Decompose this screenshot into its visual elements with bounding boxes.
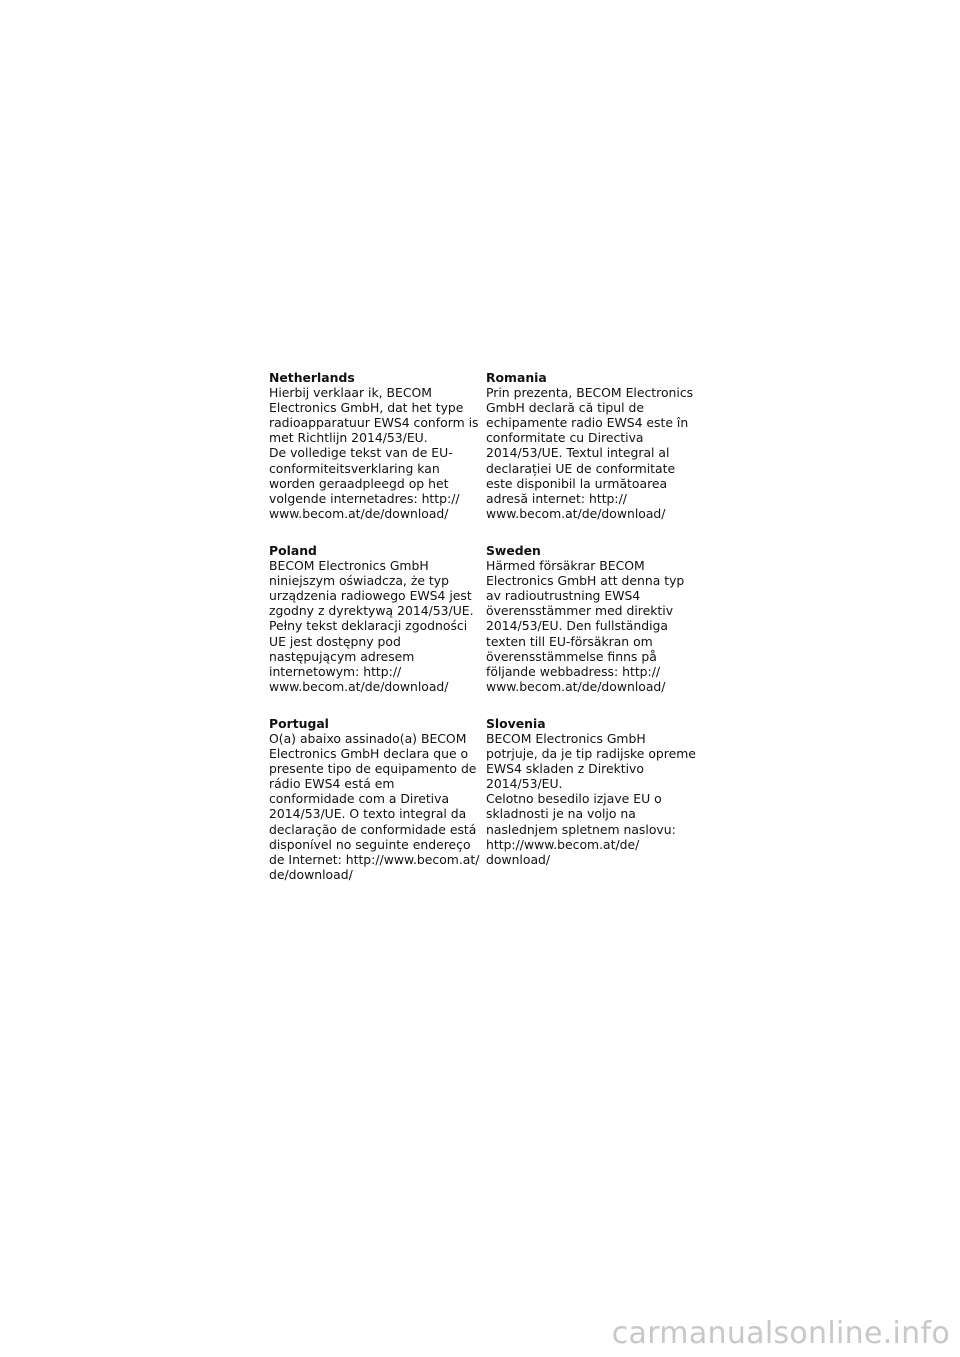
country-heading: Slovenia	[486, 715, 546, 731]
declaration-text: O(a) abaixo assinado(a) BECOM Electronics GmbH declara que o presente tipo de equipamento de rádio EWS4 está em conformidade com a Diretiva 2014/53/UE. O texto integral da declaração de conformidade está disponível no seguinte endereço de Internet: http://www.becom.at/ de/download/	[269, 730, 480, 882]
declaration-text: Hierbij verklaar ik, BECOM Electronics GmbH, dat het type radioapparatuur EWS4 conform is met Richtlijn 2014/53/EU. De volledige tekst van de EU- conformiteitsverklaring kan worden geraadpleegd op het volgende internetadres: http:// www.becom.at/de/download/	[269, 385, 479, 521]
country-heading: Netherlands	[269, 370, 355, 385]
right-column	[486, 370, 698, 889]
declaration-text: BECOM Electronics GmbH niniejszym oświadcza, że typ urządzenia radiowego EWS4 jest zgodny z dyrektywą 2014/53/UE. Pełny tekst deklaracji zgodności UE jest dostępny pod następującym adresem internetowym: http:// www.becom.at/de/download/	[269, 558, 474, 694]
country-heading: Romania	[486, 370, 547, 385]
declaration-text: BECOM Electronics GmbH potrjuje, da je tip radijske opreme EWS4 skladen z Direktivo 2014/53/EU. Celotno besedilo izjave EU o skladnosti je na voljo na naslednjem spletnem naslovu: http://www.becom.at/de/ download/	[486, 730, 696, 867]
section-slovenia	[486, 716, 698, 867]
declaration-text: Härmed försäkrar BECOM Electronics GmbH att denna typ av radioutrustning EWS4 överensstämmer med direktiv 2014/53/EU. Den fullständiga texten till EU-försäkran om överensstämmelse finns på följande webbadress: http:// www.becom.at/de/download/	[486, 558, 685, 694]
section-poland	[269, 543, 481, 694]
section-netherlands	[269, 370, 481, 521]
section-romania	[486, 370, 698, 521]
country-heading: Sweden	[486, 542, 541, 558]
declaration-text: Prin prezenta, BECOM Electronics GmbH declară că tipul de echipamente radio EWS4 este în conformitate cu Directiva 2014/53/UE. Textul integral al declarației UE de conformitate este disponibil la următoarea adresă internet: http:// www.becom.at/de/download/	[486, 385, 694, 521]
watermark: carmanualsonline.info	[611, 1316, 950, 1351]
left-column	[269, 370, 481, 904]
section-portugal	[269, 716, 481, 882]
section-sweden	[486, 543, 698, 694]
country-heading: Portugal	[269, 715, 329, 731]
country-heading: Poland	[269, 542, 317, 558]
